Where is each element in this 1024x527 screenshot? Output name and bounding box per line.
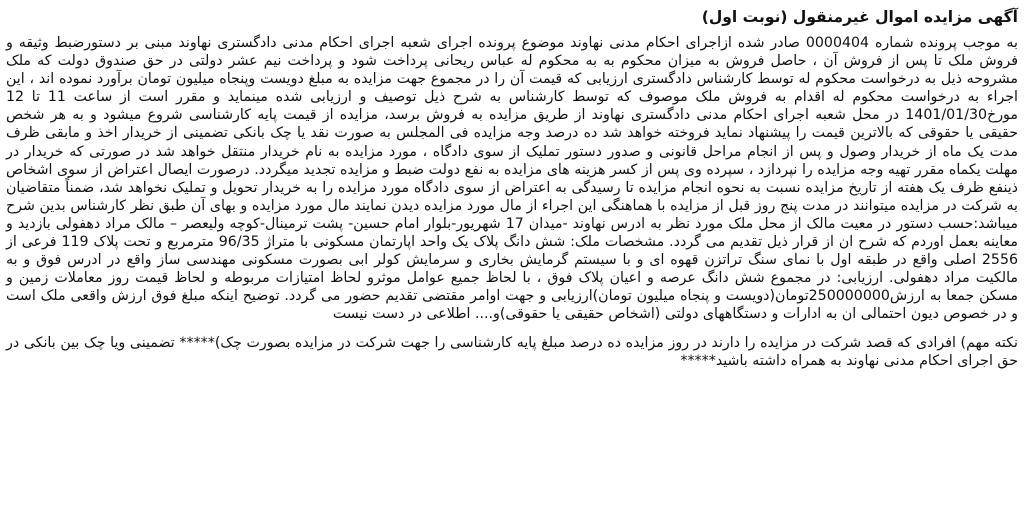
important-note-paragraph: نکته مهم) افرادی که قصد شرکت در مزایده را دارند در روز مزایده ده درصد مبلغ پایه کارشناسی را جهت شرکت در مزایده بصورت چک)***** تضمینی ویا چک بین بانکی در حق اجرای احکام مدنی نهاوند به همراه داشته باشید***** [6,334,1018,369]
notice-title: آگهی مزایده اموال غیرمنقول (نوبت اول) [701,8,1018,26]
notice-body-paragraph: به موجب پرونده شماره 0000404 صادر شده ازاجرای احکام مدنی نهاوند موضوع پرونده اجرای شعبه اجرای احکام مدنی دادگستری نهاوند مبنی بر دستورضبط وثیقه و فروش ملک تا پس از فروش آن ، حاصل فروش به میزان محکوم به به محکوم له عباس ریحانی پرداخت شود و پرداخت نیم عشر دولتی در حق صندوق دولت که ملک مشروحه ذیل به درخواست محکوم له توسط کارشناس دادگستری ارزیابی که قیمت آن را در مجموع جهت مزایده به مبلغ دویست وپنجاه میلیون تومان برآورد نموده اند ، این اجراء به درخواست محکوم له اقدام به فروش ملک موصوف که توسط کارشناس به شرح ذیل توصیف و ارزیابی شده مینماید و مقرر است از ساعت 11 تا 12 مورخ1401/01/30 در محل شعبه اجرای احکام مدنی دادگستری نهاوند از طریق مزایده به فروش برسد، مزایده از قیمت پایه کارشناسی شروع میشود و به هر شخص حقیقی یا حقوقی که بالاترین قیمت را پیشنهاد نماید فروخته خواهد شد ده درصد وجه مزایده فی المجلس به صورت نقد یا چک بانکی تضمینی از خریدار اخذ و مابقی ظرف مدت یک ماه از خریدار وصول و پس از انجام مراحل قانونی و صدور دستور تملیک از سوی دادگاه ، مورد مزایده به نام خریدار منتقل خواهد شد در صورتی که خریدار در مهلت یکماه مقرر تهیه وجه مزایده را نپردازد ، سپرده وی پس از کسر هزینه های مزایده به نفع دولت ضبط و مزایده تجدید میگردد. درصورت ایصال اعتراض از سوی اشخاص ذینفع ظرف یک هفته از تاریخ مزایده نسبت به نحوه انجام مزایده تا رسیدگی به اعتراض از سوی دادگاه مورد مزایده را به خریدار تحویل و تملیک نخواهد شد، ضمناً متقاضیان به شرکت در مزایده میتوانند در مدت پنج روز قبل از مزایده با هماهنگی این اجراء از مال مورد مزایده دیدن نمایند مال مورد مزایده و بهای آن طبق نظر کارشناس بدین شرح میباشد:حسب دستور در معیت مالک از محل ملک مورد نظر به ادرس نهاوند -میدان 17 شهریور-بلوار امام حسین- پشت ترمینال-کوچه ولیعصر – مالک مراد دهفولی بازدید و معاینه بعمل اوردم که شرح ان از قرار ذیل تقدیم می گردد. مشخصات ملک: شش دانگ پلاک یک واحد اپارتمان مسکونی با متراژ 96/35 مترمربع و تحت پلاک 119 فرعی از 2556 اصلی واقع در طبقه اول با نمای سنگ تراتزن قهوه ای و با سیستم گرمایش بخاری و سرمایش کولر ابی بصورت مسکونی مهندسی ساز واقع در ادرس فوق و به مالکیت مراد دهفولی. ارزیابی: در مجموع شش دانگ عرصه و اعیان پلاک فوق ، با لحاظ جمیع عوامل موثرو لحاظ امتیازات مربوطه و لحاظ قیمت روز معاملات زمین و مسکن جمعا به ارزش250000000تومان(دویست و پنجاه میلیون تومان)ارزیابی و جهت اوامر مقتضی تقدیم حضور می گردد. توضیح اینکه مبلغ فوق ارزش واقعی ملک است و در خصوص دیون احتمالی ان به ادارات و دستگاههای دولتی (اشخاص حقیقی یا حقوقی)و.... اطلاعی در دست نیست [6,35,1019,323]
